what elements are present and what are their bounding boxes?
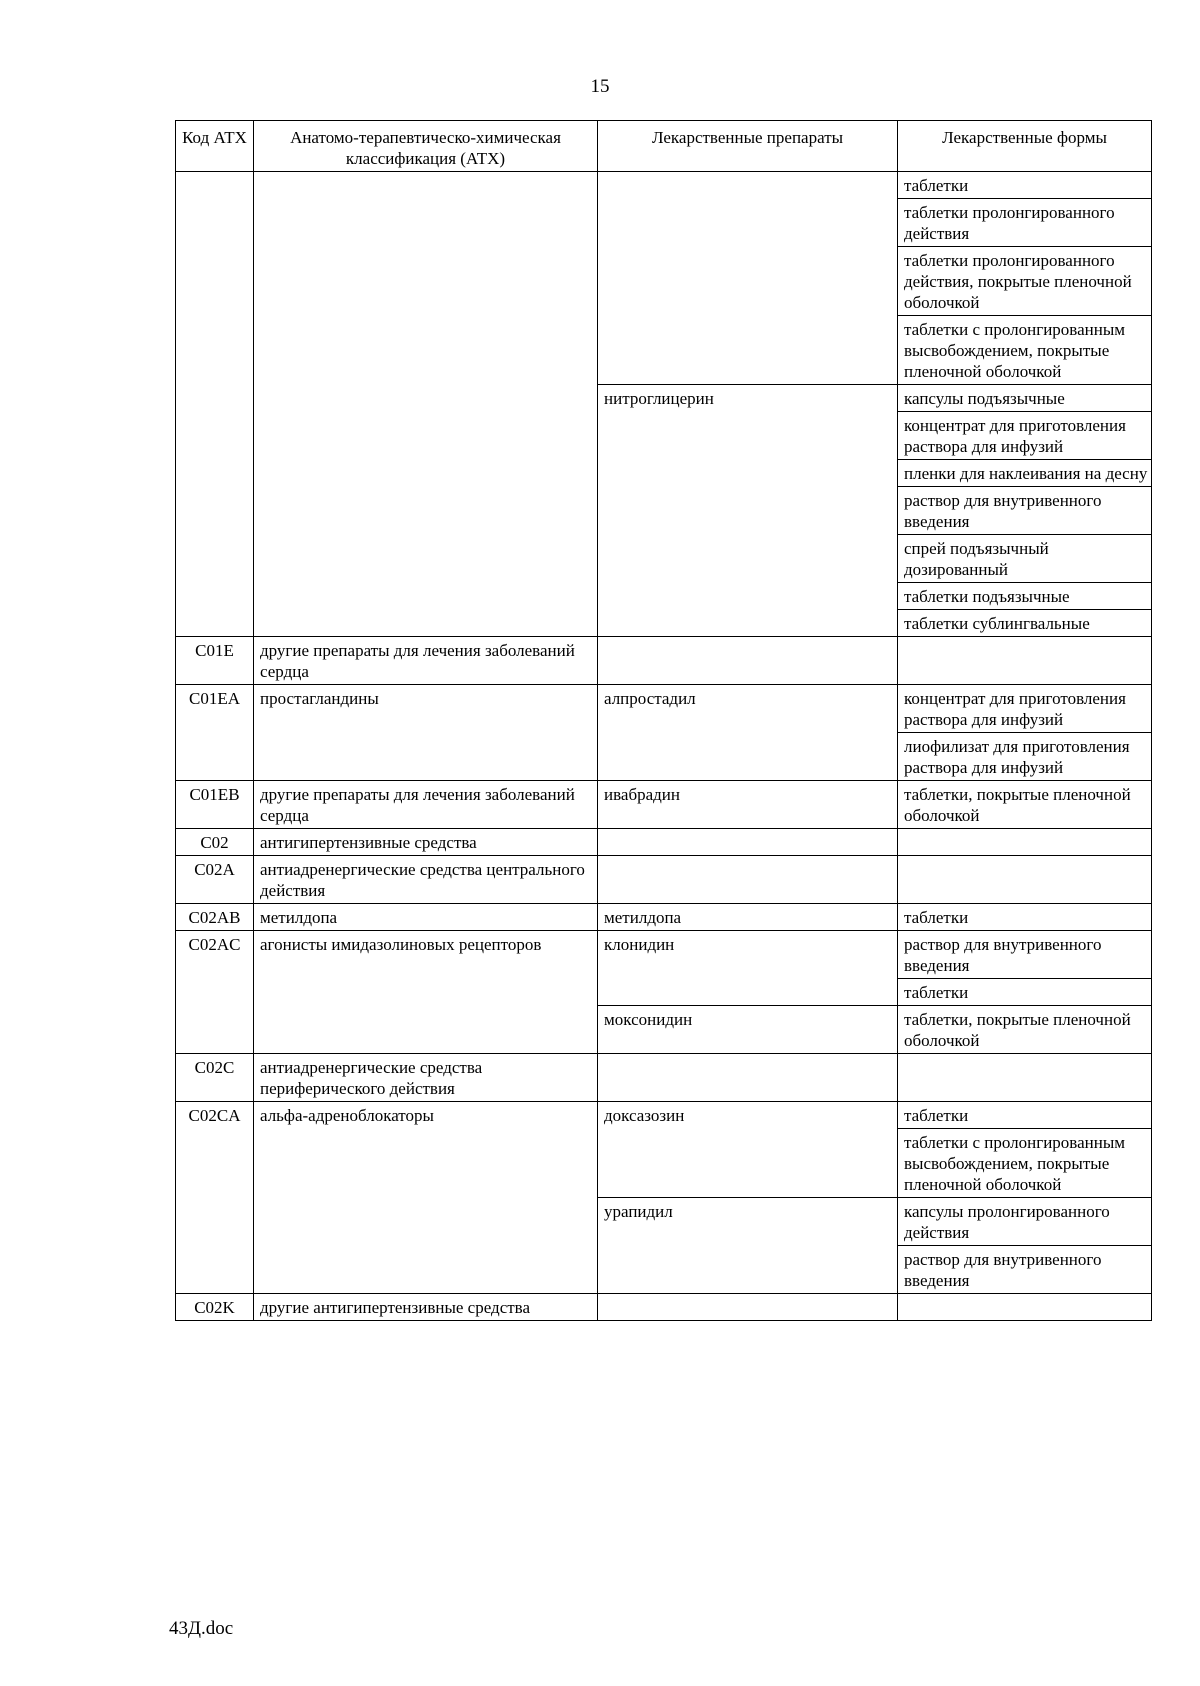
- atx-cell: другие препараты для лечения заболеваний сердца: [254, 781, 598, 829]
- drug-cell: [598, 1294, 898, 1321]
- atx-cell: антигипертензивные средства: [254, 829, 598, 856]
- code-cell: C02CA: [176, 1102, 254, 1294]
- dosage-form-cell: таблетки, покрытые пленочной оболочкой: [898, 1006, 1152, 1054]
- drug-cell: урапидил: [598, 1198, 898, 1294]
- dosage-form-cell: пленки для наклеивания на десну: [898, 460, 1152, 487]
- atx-cell: [254, 172, 598, 637]
- code-cell: C01E: [176, 637, 254, 685]
- dosage-form-cell: концентрат для приготовления раствора для инфузий: [898, 685, 1152, 733]
- atx-cell: метилдопа: [254, 904, 598, 931]
- drug-cell: моксонидин: [598, 1006, 898, 1054]
- dosage-form-cell: капсулы пролонгированного действия: [898, 1198, 1152, 1246]
- table-row: [176, 685, 1152, 733]
- document-filename: 43Д.doc: [169, 1618, 234, 1639]
- code-cell: C02K: [176, 1294, 254, 1321]
- drug-cell: нитроглицерин: [598, 385, 898, 637]
- dosage-form-cell: [898, 637, 1152, 685]
- table-row: [176, 781, 1152, 829]
- atx-cell: агонисты имидазолиновых рецепторов: [254, 931, 598, 1054]
- dosage-form-cell: таблетки: [898, 979, 1152, 1006]
- table-row: [176, 1054, 1152, 1102]
- code-cell: C02AC: [176, 931, 254, 1054]
- dosage-form-cell: таблетки подъязычные: [898, 583, 1152, 610]
- drug-cell: [598, 856, 898, 904]
- table-row: [176, 856, 1152, 904]
- drug-cell: метилдопа: [598, 904, 898, 931]
- table-row: [176, 904, 1152, 931]
- header-drugs: Лекарственные препараты: [598, 121, 898, 172]
- atx-drug-table: [175, 120, 1152, 1321]
- code-cell: [176, 172, 254, 637]
- dosage-form-cell: раствор для внутривенного введения: [898, 487, 1152, 535]
- drug-cell: доксазозин: [598, 1102, 898, 1198]
- code-cell: C02AB: [176, 904, 254, 931]
- atx-cell: другие антигипертензивные средства: [254, 1294, 598, 1321]
- dosage-form-cell: таблетки пролонгированного действия, покрытые пленочной оболочкой: [898, 247, 1152, 316]
- table-row: [176, 637, 1152, 685]
- page-number: 15: [590, 76, 610, 97]
- code-cell: C02C: [176, 1054, 254, 1102]
- atx-cell: антиадренергические средства центрального действия: [254, 856, 598, 904]
- drug-cell: алпростадил: [598, 685, 898, 781]
- dosage-form-cell: таблетки с пролонгированным высвобождением, покрытые пленочной оболочкой: [898, 316, 1152, 385]
- dosage-form-cell: таблетки: [898, 1102, 1152, 1129]
- header-atx-classification: Анатомо-терапевтическо-химическая классификация (АТХ): [254, 121, 598, 172]
- dosage-form-cell: таблетки с пролонгированным высвобождением, покрытые пленочной оболочкой: [898, 1129, 1152, 1198]
- dosage-form-cell: таблетки, покрытые пленочной оболочкой: [898, 781, 1152, 829]
- dosage-form-cell: [898, 856, 1152, 904]
- dosage-form-cell: лиофилизат для приготовления раствора для инфузий: [898, 733, 1152, 781]
- table-row: [176, 172, 1152, 199]
- dosage-form-cell: таблетки: [898, 172, 1152, 199]
- dosage-form-cell: таблетки: [898, 904, 1152, 931]
- code-cell: C02: [176, 829, 254, 856]
- dosage-form-cell: раствор для внутривенного введения: [898, 931, 1152, 979]
- atx-cell: альфа-адреноблокаторы: [254, 1102, 598, 1294]
- dosage-form-cell: концентрат для приготовления раствора для инфузий: [898, 412, 1152, 460]
- dosage-form-cell: спрей подъязычный дозированный: [898, 535, 1152, 583]
- table-row: [176, 1294, 1152, 1321]
- drug-cell: клонидин: [598, 931, 898, 1006]
- code-cell: C02A: [176, 856, 254, 904]
- dosage-form-cell: таблетки сублингвальные: [898, 610, 1152, 637]
- drug-cell: [598, 637, 898, 685]
- table-row: [176, 1102, 1152, 1129]
- atx-cell: антиадренергические средства периферического действия: [254, 1054, 598, 1102]
- dosage-form-cell: раствор для внутривенного введения: [898, 1246, 1152, 1294]
- table-row: [176, 931, 1152, 979]
- header-dosage-forms: Лекарственные формы: [898, 121, 1152, 172]
- drug-cell: ивабрадин: [598, 781, 898, 829]
- dosage-form-cell: [898, 829, 1152, 856]
- table-row: [176, 829, 1152, 856]
- atx-cell: простагландины: [254, 685, 598, 781]
- drug-cell: [598, 1054, 898, 1102]
- dosage-form-cell: [898, 1054, 1152, 1102]
- dosage-form-cell: [898, 1294, 1152, 1321]
- drug-cell: [598, 172, 898, 385]
- table-header-row: [176, 121, 1152, 172]
- code-cell: C01EB: [176, 781, 254, 829]
- dosage-form-cell: капсулы подъязычные: [898, 385, 1152, 412]
- drug-cell: [598, 829, 898, 856]
- atx-cell: другие препараты для лечения заболеваний сердца: [254, 637, 598, 685]
- dosage-form-cell: таблетки пролонгированного действия: [898, 199, 1152, 247]
- code-cell: C01EA: [176, 685, 254, 781]
- header-code: Код АТХ: [176, 121, 254, 172]
